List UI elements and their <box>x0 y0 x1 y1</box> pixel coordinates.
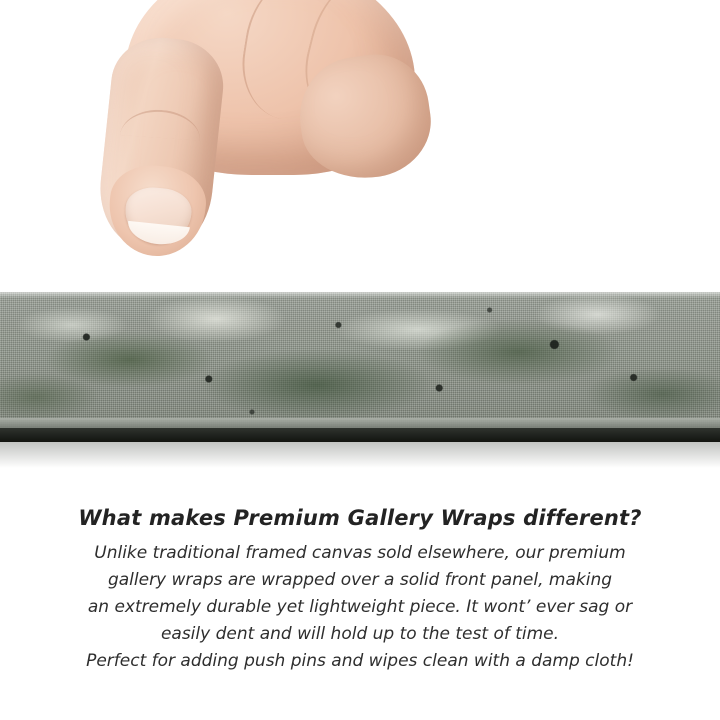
marketing-copy <box>0 470 720 675</box>
copy-headline: What makes Premium Gallery Wraps different? <box>78 506 642 530</box>
copy-line-4: easily dent and will hold up to the test of time. <box>160 624 560 644</box>
canvas-bottom-shadow <box>0 428 720 442</box>
canvas-bottom-lip <box>0 418 720 428</box>
copy-line-5: Perfect for adding push pins and wipes clean with a damp cloth! <box>86 651 634 671</box>
copy-line-1: Unlike traditional framed canvas sold elsewhere, our premium <box>94 543 626 563</box>
copy-line-2: gallery wraps are wrapped over a solid front panel, making <box>107 570 613 590</box>
canvas-wrap-edge <box>0 292 720 442</box>
hand-illustration <box>95 0 425 292</box>
canvas-drop-shadow <box>0 442 720 468</box>
copy-line-3: an extremely durable yet lightweight piece. It wont’ ever sag or <box>87 597 633 617</box>
canvas-top-highlight <box>0 292 720 298</box>
hand-photo-area <box>0 0 720 292</box>
